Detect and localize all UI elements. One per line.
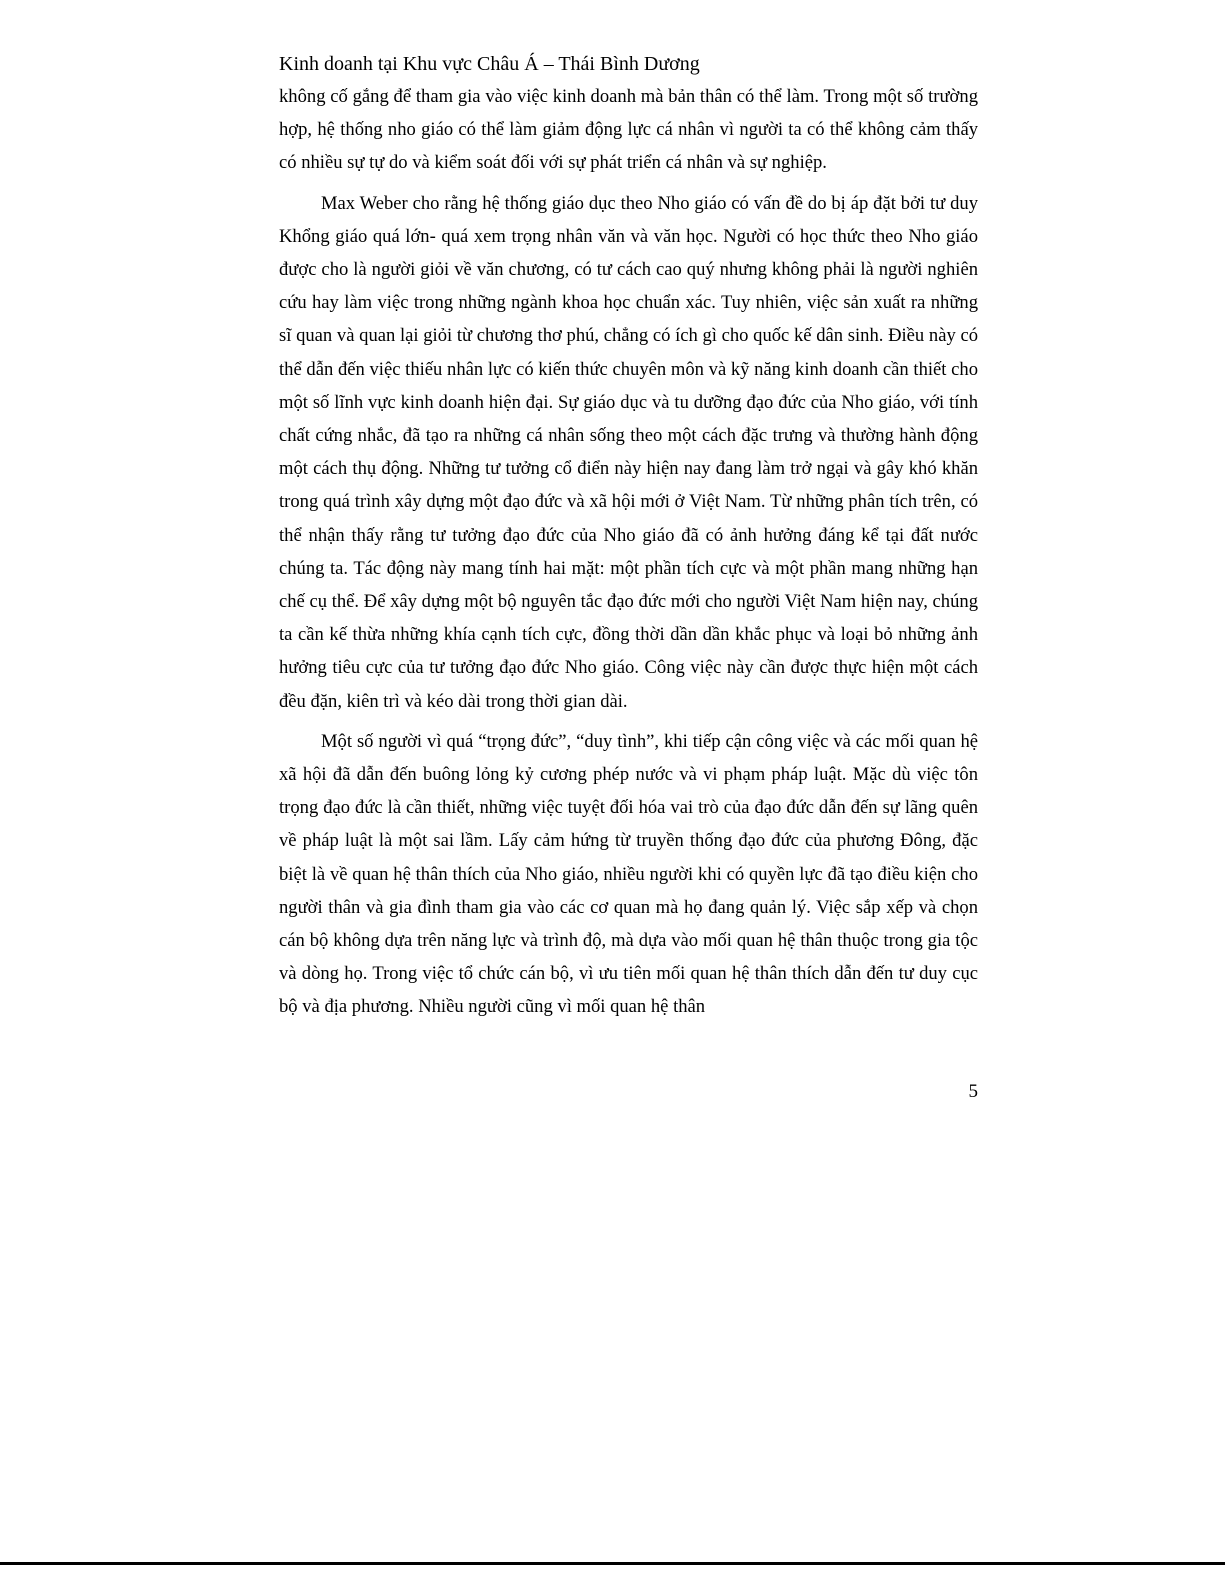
running-header: Kinh doanh tại Khu vực Châu Á – Thái Bình Dương: [279, 53, 700, 75]
body-text: [279, 80, 978, 1031]
paragraph-max-weber: Max Weber cho rằng hệ thống giáo dục theo Nho giáo có vấn đề do bị áp đặt bởi tư duy Khổng giáo quá lớn- quá xem trọng nhân văn và văn học. Người có học thức theo Nho giáo được cho là người giỏi về văn chương, có tư cách cao quý nhưng không phải là người nghiên cứu hay làm việc trong những ngành khoa học chuẩn xác. Tuy nhiên, việc sản xuất ra những sĩ quan và quan lại giỏi từ chương thơ phú, chẳng có ích gì cho quốc kế dân sinh. Điều này có thể dẫn đến việc thiếu nhân lực có kiến thức chuyên môn và kỹ năng kinh doanh cần thiết cho một số lĩnh vực kinh doanh hiện đại. Sự giáo dục và tu dưỡng đạo đức của Nho giáo, với tính chất cứng nhắc, đã tạo ra những cá nhân sống theo một cách đặc trưng và thường hành động một cách thụ động. Những tư tưởng cổ điển này hiện nay đang làm trở ngại và gây khó khăn trong quá trình xây dựng một đạo đức và xã hội mới ở Việt Nam. Từ những phân tích trên, có thể nhận thấy rằng tư tưởng đạo đức của Nho giáo đã có ảnh hưởng đáng kể tại đất nước chúng ta. Tác động này mang tính hai mặt: một phần tích cực và một phần mang những hạn chế cụ thể. Để xây dựng một bộ nguyên tắc đạo đức mới cho người Việt Nam hiện nay, chúng ta cần kế thừa những khía cạnh tích cực, đồng thời dần dần khắc phục và loại bỏ những ảnh hưởng tiêu cực của tư tưởng đạo đức Nho giáo. Công việc này cần được thực hiện một cách đều đặn, kiên trì và kéo dài trong thời gian dài.: [279, 192, 978, 712]
paragraph-trong-duc: Một số người vì quá “trọng đức”, “duy tình”, khi tiếp cận công việc và các mối quan hệ xã hội đã dẫn đến buông lỏng kỷ cương phép nước và vi phạm pháp luật. Mặc dù việc tôn trọng đạo đức là cần thiết, những việc tuyệt đối hóa vai trò của đạo đức dẫn đến sự lãng quên về pháp luật là một sai lầm. Lấy cảm hứng từ truyền thống đạo đức của phương Đông, đặc biệt là về quan hệ thân thích của Nho giáo, nhiều người khi có quyền lực đã tạo điều kiện cho người thân và gia đình tham gia vào các cơ quan mà họ đang quản lý. Việc sắp xếp và chọn cán bộ không dựa trên năng lực và trình độ, mà dựa vào mối quan hệ thân thuộc trong gia tộc và dòng họ. Trong việc tổ chức cán bộ, vì ưu tiên mối quan hệ thân thích dẫn đến tư duy cục bộ và địa phương. Nhiều người cũng vì mối quan hệ thân: [279, 730, 978, 1018]
page-number: 5: [968, 1081, 978, 1102]
paragraph-continued: không cố gắng để tham gia vào việc kinh doanh mà bản thân có thể làm. Trong một số trường hợp, hệ thống nho giáo có thể làm giảm động lực cá nhân vì người ta có thể không cảm thấy có nhiều sự tự do và kiểm soát đối với sự phát triển cá nhân và sự nghiệp.: [279, 86, 978, 174]
bottom-border-line: [0, 1562, 1225, 1565]
